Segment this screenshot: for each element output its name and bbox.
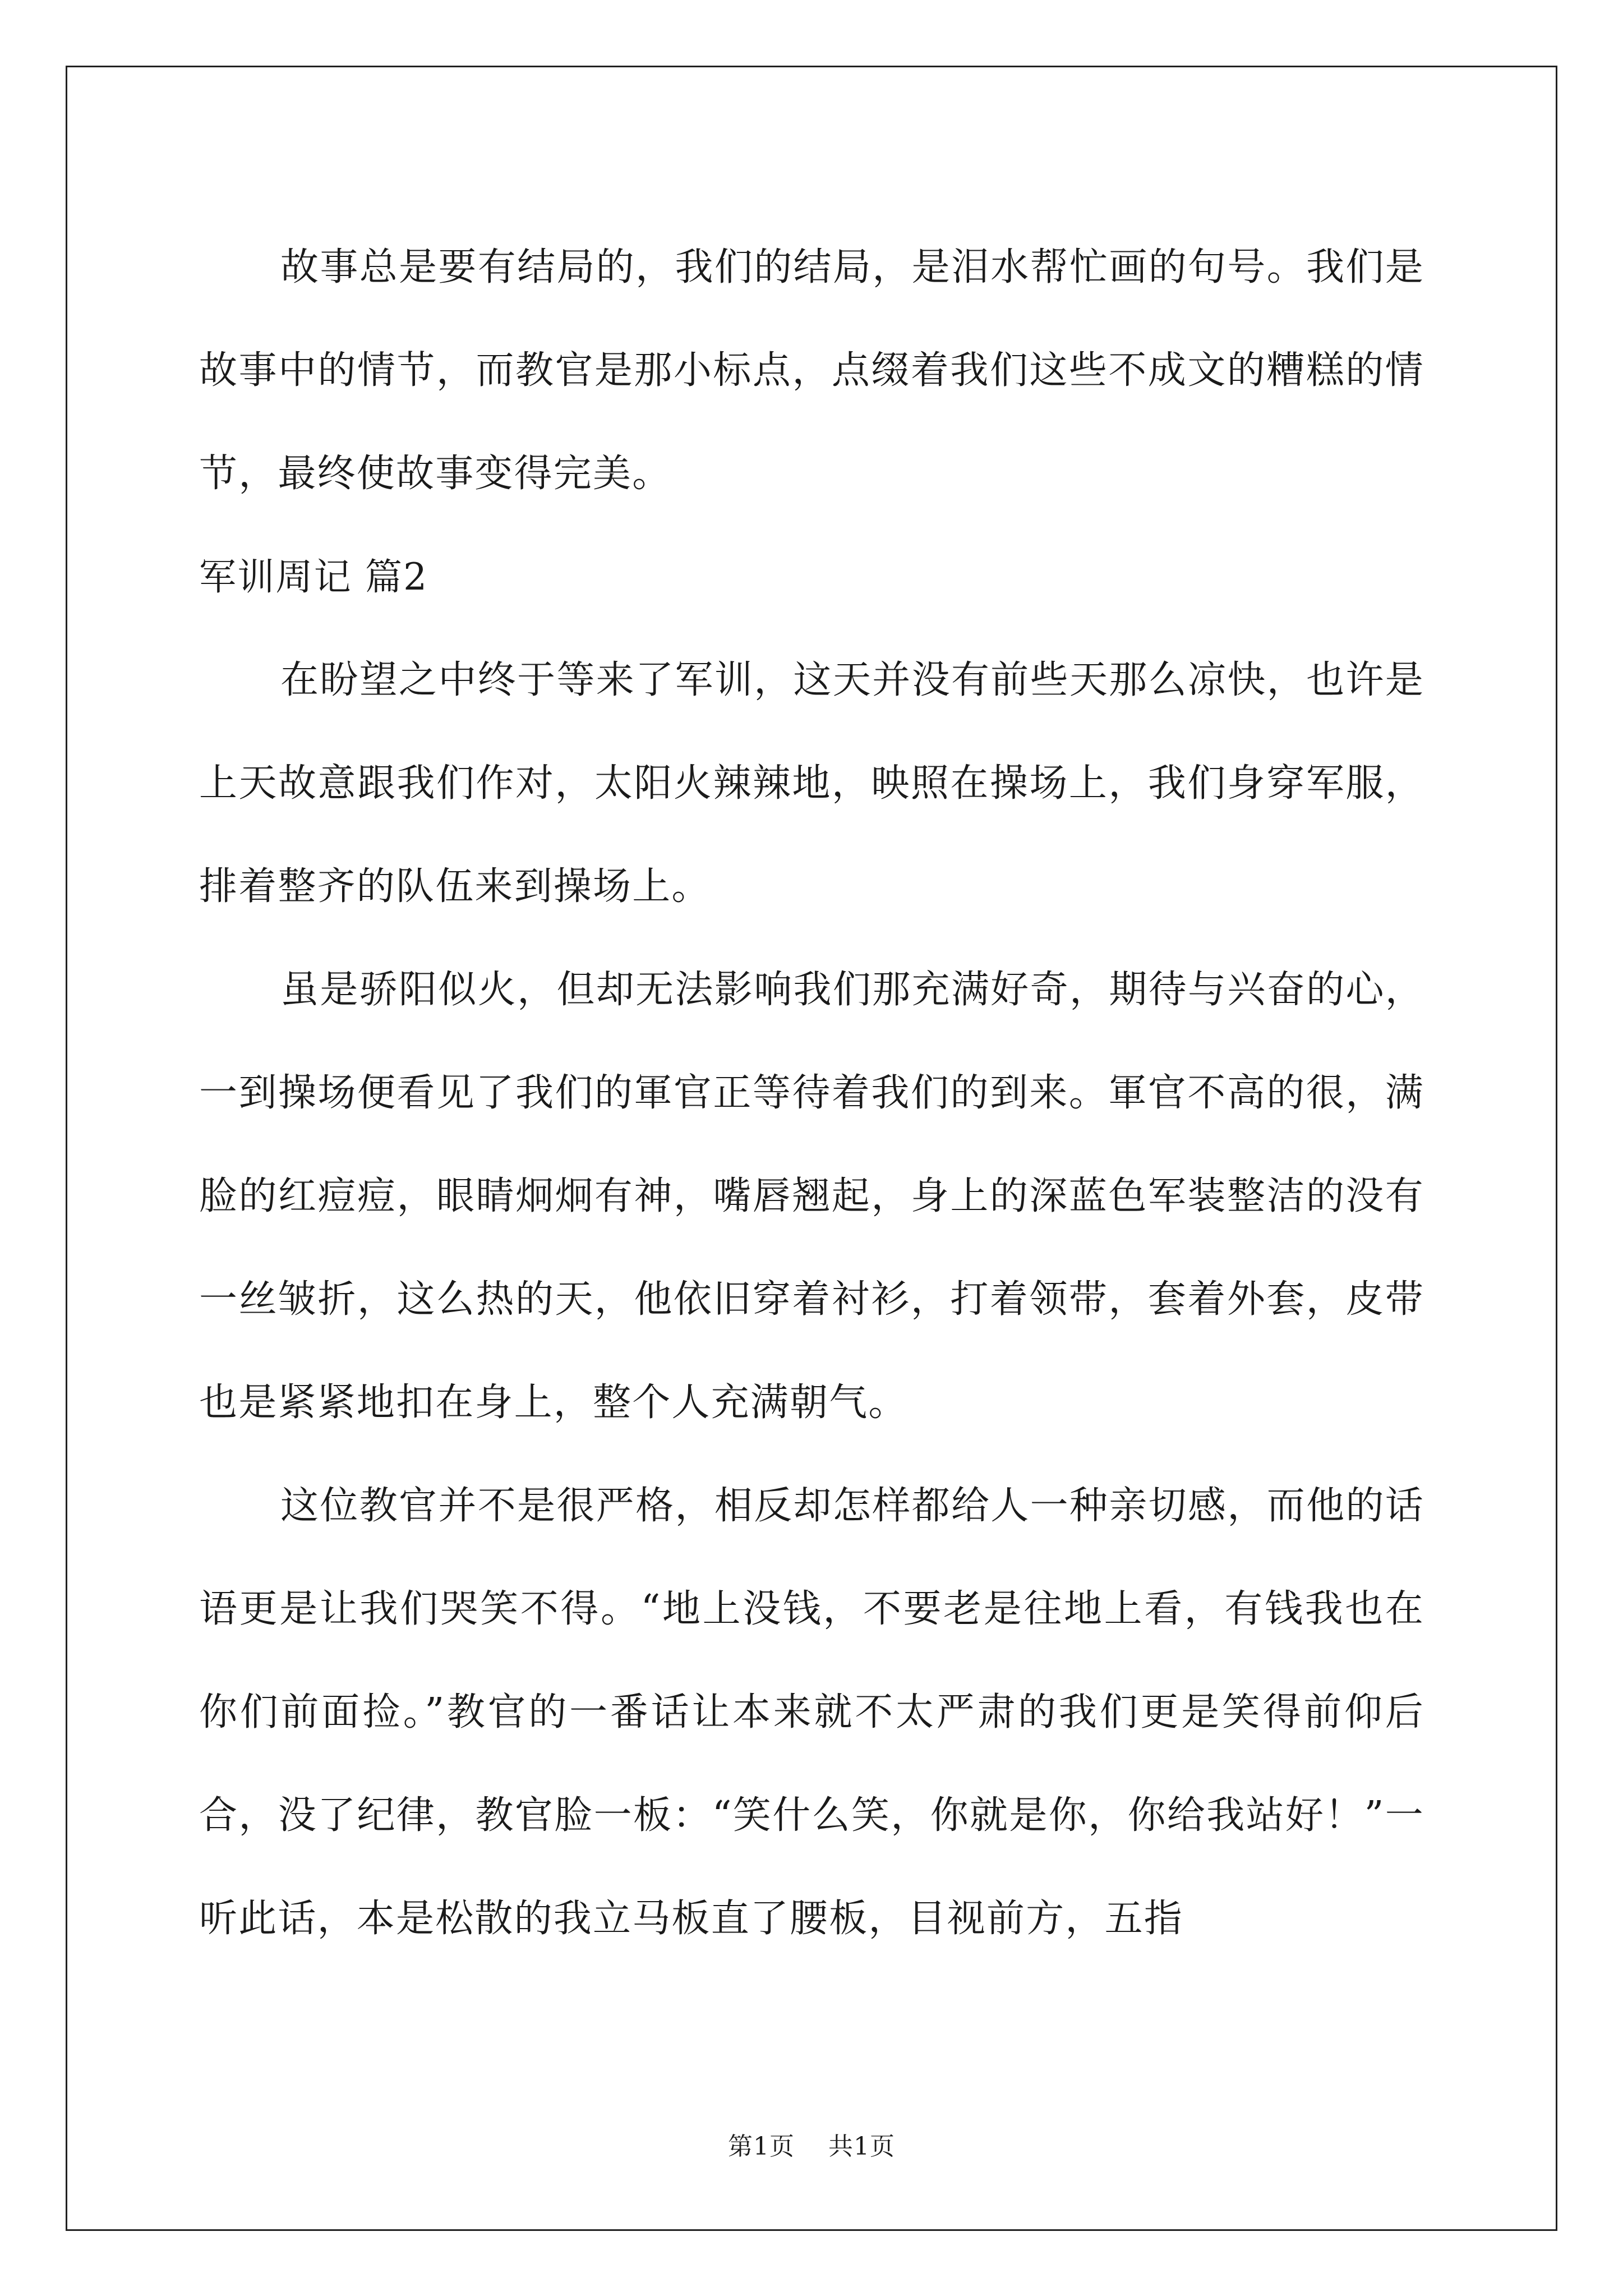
paragraph-2: 在盼望之中终于等来了军训，这天并没有前些天那么凉快，也许是上天故意跟我们作对，太阳火辣辣地，映照在操场上，我们身穿军服，排着整齐的队伍来到操场上。 [199, 658, 1424, 909]
paragraph-1: 故事总是要有结局的，我们的结局，是泪水帮忙画的句号。我们是故事中的情节，而教官是那小标点，点缀着我们这些不成文的糟糕的情节，最终使故事变得完美。 [199, 245, 1424, 496]
page-total: 共1页 [828, 2132, 895, 2161]
paragraph-4: 这位教官并不是很严格，相反却怎样都给人一种亲切感，而他的话语更是让我们哭笑不得。“地上没钱，不要老是往地上看，有钱我也在你们前面捡。”教官的一番话让本来就不太严肃的我们更是笑得前仰后合，没了纪律，教官脸一板：“笑什么笑，你就是你，你给我站好！”一听此话，本是松散的我立马板直了腰板，目视前方，五指 [199, 1484, 1424, 1941]
paragraph-3: 虽是骄阳似火，但却无法影响我们那充满好奇，期待与兴奋的心，一到操场便看见了我们的軍官正等待着我们的到来。軍官不高的很，满脸的红痘痘，眼睛炯炯有神，嘴唇翘起，身上的深蓝色军装整洁的没有一丝皱折，这么热的天，他依旧穿着衬衫，打着领带，套着外套，皮带也是紧紧地扣在身上，整个人充满朝气。 [199, 968, 1424, 1425]
section-heading: 军训周记 篇2 [199, 555, 428, 599]
page-number: 第1页 [728, 2132, 795, 2161]
page-footer [0, 2126, 1623, 2162]
document-body [199, 216, 1424, 1971]
